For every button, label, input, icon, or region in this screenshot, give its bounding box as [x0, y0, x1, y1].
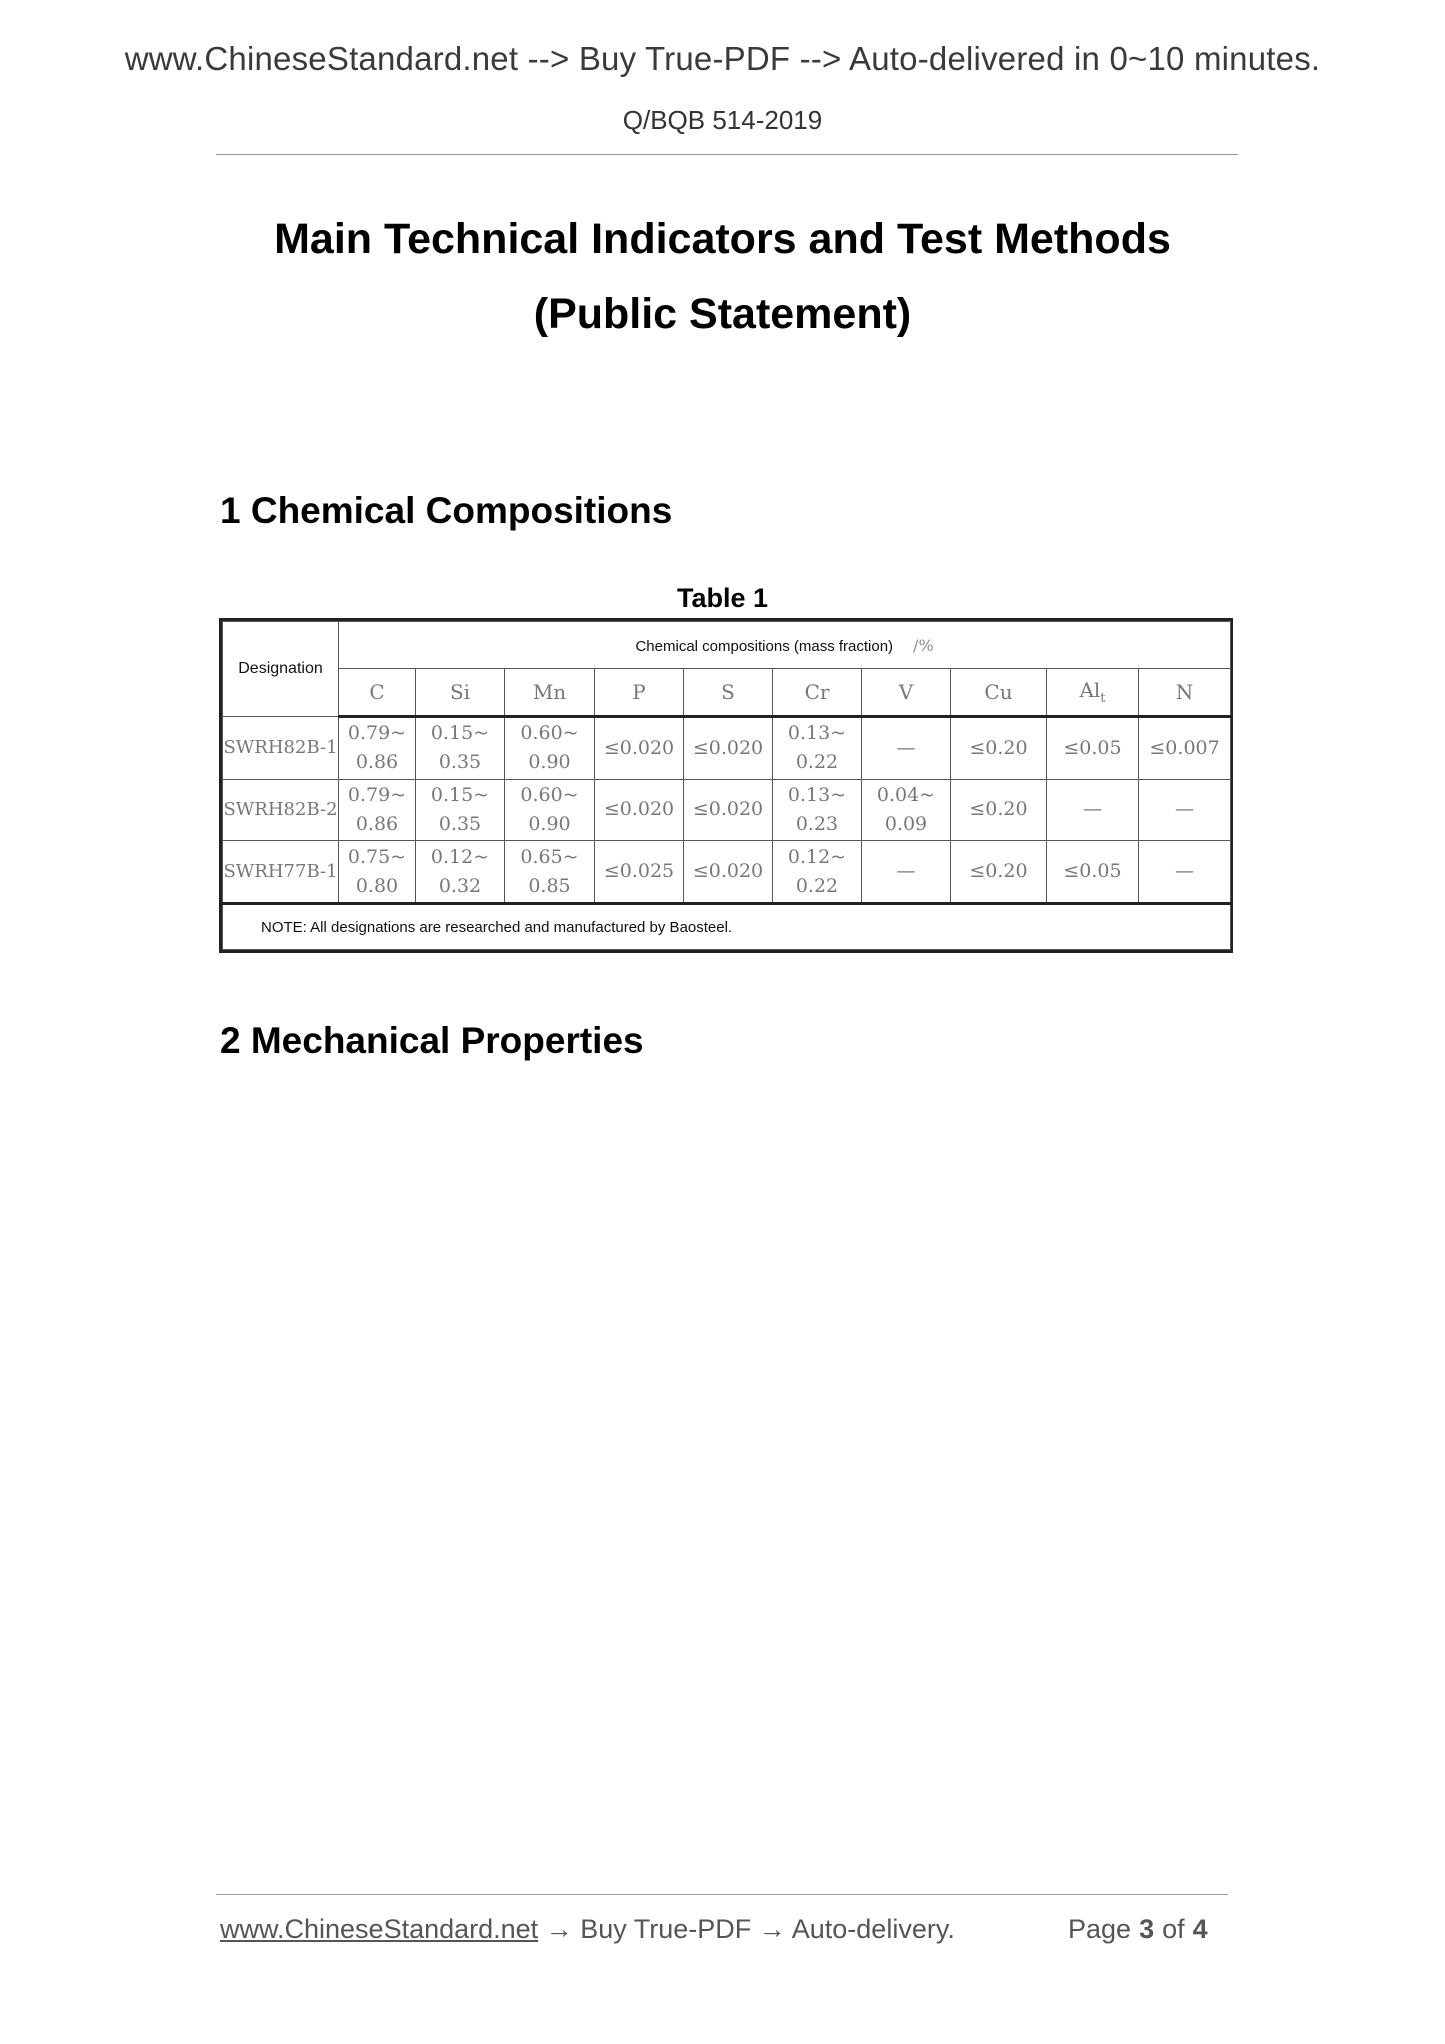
value-cell: ≤0.05 — [1047, 841, 1139, 904]
value-cell: 0.13~ 0.23 — [773, 779, 862, 841]
value-cell: ≤0.020 — [595, 779, 684, 841]
element-header: N — [1139, 669, 1231, 717]
chem-compositions-header — [339, 622, 1231, 669]
table-note: NOTE: All designations are researched and manufactured by Baosteel. — [223, 904, 1231, 950]
page-subtitle: (Public Statement) — [533, 290, 912, 338]
value-cell: — — [862, 717, 951, 780]
element-header: Si — [416, 669, 505, 717]
footer-text-buy: → Buy True-PDF — [538, 1914, 759, 1944]
chemical-composition-table — [219, 618, 1233, 953]
value-cell: ≤0.020 — [684, 841, 773, 904]
value-cell: ≤0.025 — [595, 841, 684, 904]
section-heading-chemical: 1 Chemical Compositions — [220, 490, 673, 531]
designation-cell: SWRH77B-1 — [223, 841, 339, 904]
footer-link[interactable]: www.ChineseStandard.net — [220, 1914, 539, 1944]
value-cell: ≤0.007 — [1139, 717, 1231, 780]
element-header: C — [339, 669, 416, 717]
document-number: Q/BQB 514-2019 — [622, 105, 823, 135]
value-cell: 0.04~ 0.09 — [862, 779, 951, 841]
element-header: S — [684, 669, 773, 717]
value-cell: — — [1139, 779, 1231, 841]
element-header: V — [862, 669, 951, 717]
page-total: 4 — [1192, 1914, 1208, 1944]
designation-header: Designation — [223, 622, 339, 717]
page-current: 3 — [1139, 1914, 1155, 1944]
value-cell: 0.65~ 0.85 — [505, 841, 595, 904]
value-cell: 0.15~ 0.35 — [416, 717, 505, 780]
element-header: Cu — [951, 669, 1047, 717]
value-cell: 0.75~ 0.80 — [339, 841, 416, 904]
designation-cell: SWRH82B-2 — [223, 779, 339, 841]
value-cell: 0.79~ 0.86 — [339, 779, 416, 841]
footer-left — [220, 1914, 955, 1945]
header-divider — [216, 154, 1238, 155]
page-title: Main Technical Indicators and Test Methods — [274, 215, 1171, 263]
footer-divider — [216, 1894, 1228, 1895]
value-cell: 0.12~ 0.22 — [773, 841, 862, 904]
value-cell: ≤0.020 — [595, 717, 684, 780]
value-cell: 0.60~ 0.90 — [505, 717, 595, 780]
value-cell: 0.13~ 0.22 — [773, 717, 862, 780]
value-cell: ≤0.20 — [951, 841, 1047, 904]
page-label: Page — [1068, 1914, 1132, 1944]
value-cell: ≤0.020 — [684, 717, 773, 780]
element-header: Mn — [505, 669, 595, 717]
top-banner: www.ChineseStandard.net --> Buy True-PDF --> Auto-delivered in 0~10 minutes. — [124, 40, 1321, 77]
value-cell: ≤0.020 — [684, 779, 773, 841]
value-cell: 0.79~ 0.86 — [339, 717, 416, 780]
value-cell: — — [1139, 841, 1231, 904]
footer-text-delivery: → Auto-delivery. — [758, 1914, 955, 1944]
element-header: P — [595, 669, 684, 717]
value-cell: ≤0.05 — [1047, 717, 1139, 780]
unit-label: /% — [913, 635, 934, 655]
designation-cell: SWRH82B-1 — [223, 717, 339, 780]
value-cell: ≤0.20 — [951, 779, 1047, 841]
section-heading-mechanical: 2 Mechanical Properties — [220, 1020, 644, 1061]
table-row — [223, 779, 1231, 841]
element-header: Cr — [773, 669, 862, 717]
value-cell: 0.60~ 0.90 — [505, 779, 595, 841]
value-cell: — — [862, 841, 951, 904]
value-cell: ≤0.20 — [951, 717, 1047, 780]
element-al-subscript: t — [1100, 691, 1106, 706]
table-row — [223, 841, 1231, 904]
value-cell: 0.15~ 0.35 — [416, 779, 505, 841]
value-cell: 0.12~ 0.32 — [416, 841, 505, 904]
page-indicator — [1068, 1914, 1216, 1945]
chem-header-label: Chemical compositions (mass fraction) — [635, 637, 894, 655]
element-header — [1047, 669, 1139, 717]
table-row — [223, 717, 1231, 780]
element-al-label: Al — [1079, 678, 1101, 702]
of-label: of — [1162, 1914, 1185, 1944]
table-caption: Table 1 — [676, 583, 769, 613]
value-cell: — — [1047, 779, 1139, 841]
